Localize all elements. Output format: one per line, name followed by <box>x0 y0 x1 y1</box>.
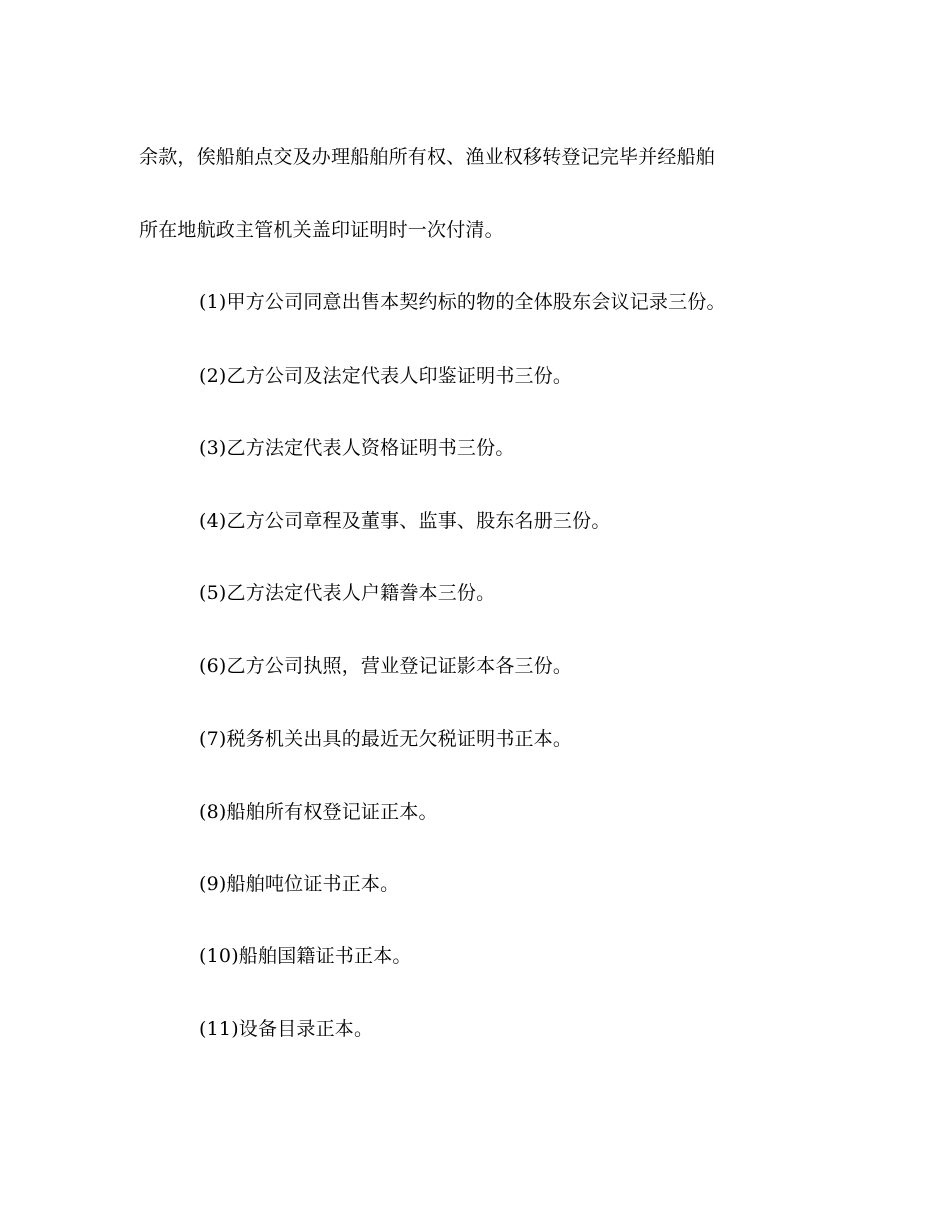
paragraph-line-1: 余款，俟船舶点交及办理船舶所有权、渔业权移转登记完毕并经船舶 <box>139 146 716 168</box>
list-item-6: (6)乙方公司执照，营业登记证影本各三份。 <box>199 655 573 677</box>
list-item-5: (5)乙方法定代表人户籍誊本三份。 <box>199 582 496 604</box>
list-item-1: (1)甲方公司同意出售本契约标的物的全体股东会议记录三份。 <box>199 291 726 313</box>
list-item-8: (8)船舶所有权登记证正本。 <box>199 801 438 823</box>
list-item-2: (2)乙方公司及法定代表人印鉴证明书三份。 <box>199 365 573 387</box>
list-item-11: (11)设备目录正本。 <box>199 1018 374 1040</box>
list-item-7: (7)税务机关出具的最近无欠税证明书正本。 <box>199 728 573 750</box>
list-item-3: (3)乙方法定代表人资格证明书三份。 <box>199 437 515 459</box>
list-item-10: (10)船舶国籍证书正本。 <box>199 945 412 967</box>
list-item-4: (4)乙方公司章程及董事、监事、股东名册三份。 <box>199 510 611 532</box>
list-item-9: (9)船舶吨位证书正本。 <box>199 873 400 895</box>
paragraph-line-2: 所在地航政主管机关盖印证明时一次付清。 <box>139 219 504 241</box>
